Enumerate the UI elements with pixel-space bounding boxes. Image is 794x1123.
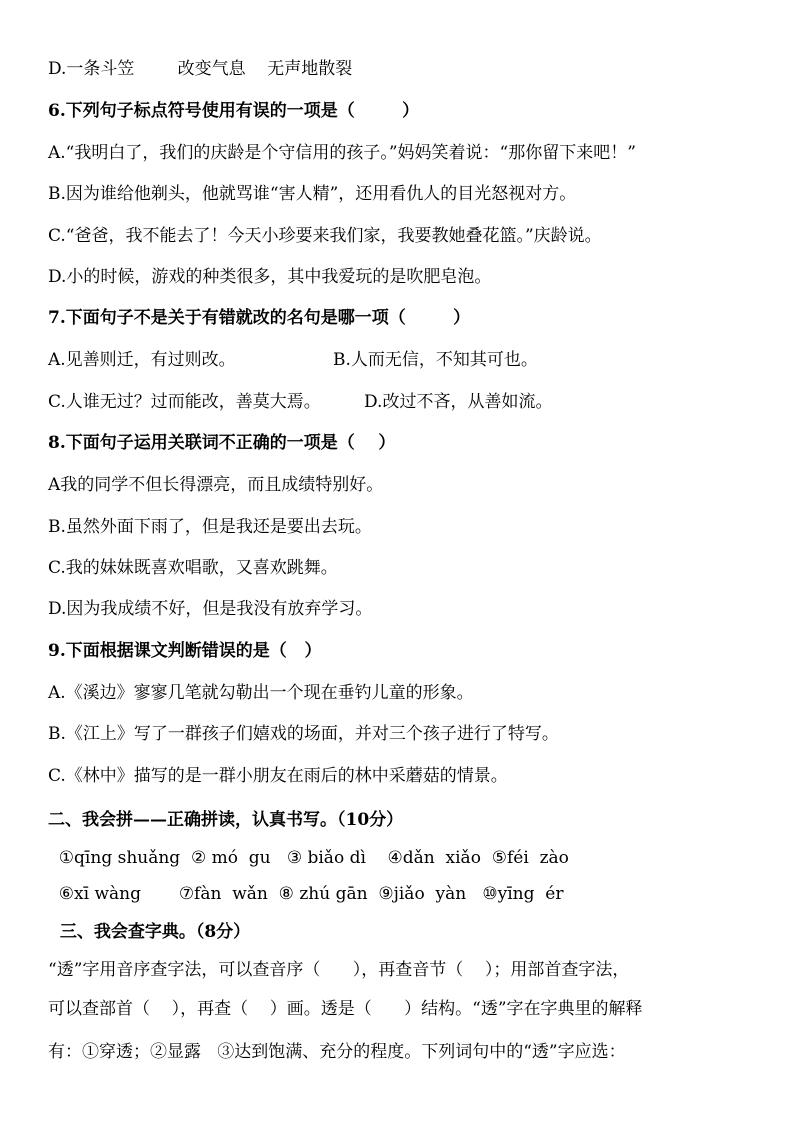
- section-3-heading: 三、我会查字典。（8分）: [48, 922, 251, 942]
- question-5-option-d: D.一条斗笠 改变气息 无声地散裂: [48, 59, 353, 79]
- question-9-stem: 9.下面根据课文判断错误的是（ ）: [48, 641, 322, 661]
- question-6-option-a: A.“我明白了，我们的庆龄是个守信用的孩子。”妈妈笑着说：“那你留下来吧！”: [48, 143, 636, 163]
- question-8-option-c: C.我的妹妹既喜欢唱歌，又喜欢跳舞。: [48, 558, 338, 578]
- question-7-options-ab: A.见善则迁，有过则改。 B.人而无信，不知其可也。: [48, 350, 538, 370]
- question-8-option-b: B.虽然外面下雨了，但是我还是要出去玩。: [48, 517, 372, 537]
- question-6-option-d: D.小的时候，游戏的种类很多，其中我爱玩的是吹肥皂泡。: [48, 267, 492, 287]
- dictionary-question-line-3: 有：①穿透；②显露 ③达到饱满、充分的程度。下列词句中的“透”字应选：: [48, 1042, 626, 1062]
- question-9-option-a: A.《溪边》寥寥几笔就勾勒出一个现在垂钓儿童的形象。: [48, 683, 474, 703]
- question-8-stem: 8.下面句子运用关联词不正确的一项是（ ）: [48, 433, 396, 453]
- question-9-option-b: B.《江上》写了一群孩子们嬉戏的场面，并对三个孩子进行了特写。: [48, 724, 559, 744]
- question-7-options-cd: C.人谁无过？过而能改，善莫大焉。 D.改过不吝，从善如流。: [48, 392, 553, 412]
- section-2-heading: 二、我会拼——正确拼读，认真书写。（10分）: [48, 810, 404, 830]
- question-9-option-c: C.《林中》描写的是一群小朋友在雨后的林中采蘑菇的情景。: [48, 766, 508, 786]
- question-6-option-b: B.因为谁给他剃头，他就骂谁“害人精”，还用看仇人的目光怒视对方。: [48, 184, 577, 204]
- question-8-option-a: A我的同学不但长得漂亮，而且成绩特别好。: [48, 475, 384, 495]
- dictionary-question-line-1: “透”字用音序查字法，可以查音序（ ），再查音节（ ）；用部首查字法，: [48, 960, 630, 980]
- dictionary-question-line-2: 可以查部首（ ），再查（ ）画。透是（ ）结构。“透”字在字典里的解释: [48, 999, 643, 1019]
- pinyin-row-2: ⑥xī wàng ⑦fàn wǎn ⑧ zhú gān ⑨jiǎo yàn ⑩yīng ér: [48, 884, 564, 904]
- question-7-stem: 7.下面句子不是关于有错就改的名句是哪一项（ ）: [48, 308, 471, 328]
- question-6-option-c: C.“爸爸，我不能去了！今天小珍要来我们家，我要教她叠花篮。”庆龄说。: [48, 226, 602, 246]
- pinyin-row-1: ①qīng shuǎng ② mó gu ③ biǎo dì ④dǎn xiǎo ⑤féi zào: [48, 848, 569, 868]
- question-8-option-d: D.因为我成绩不好，但是我没有放弃学习。: [48, 599, 373, 619]
- question-6-stem: 6.下列句子标点符号使用有误的一项是（ ）: [48, 101, 420, 121]
